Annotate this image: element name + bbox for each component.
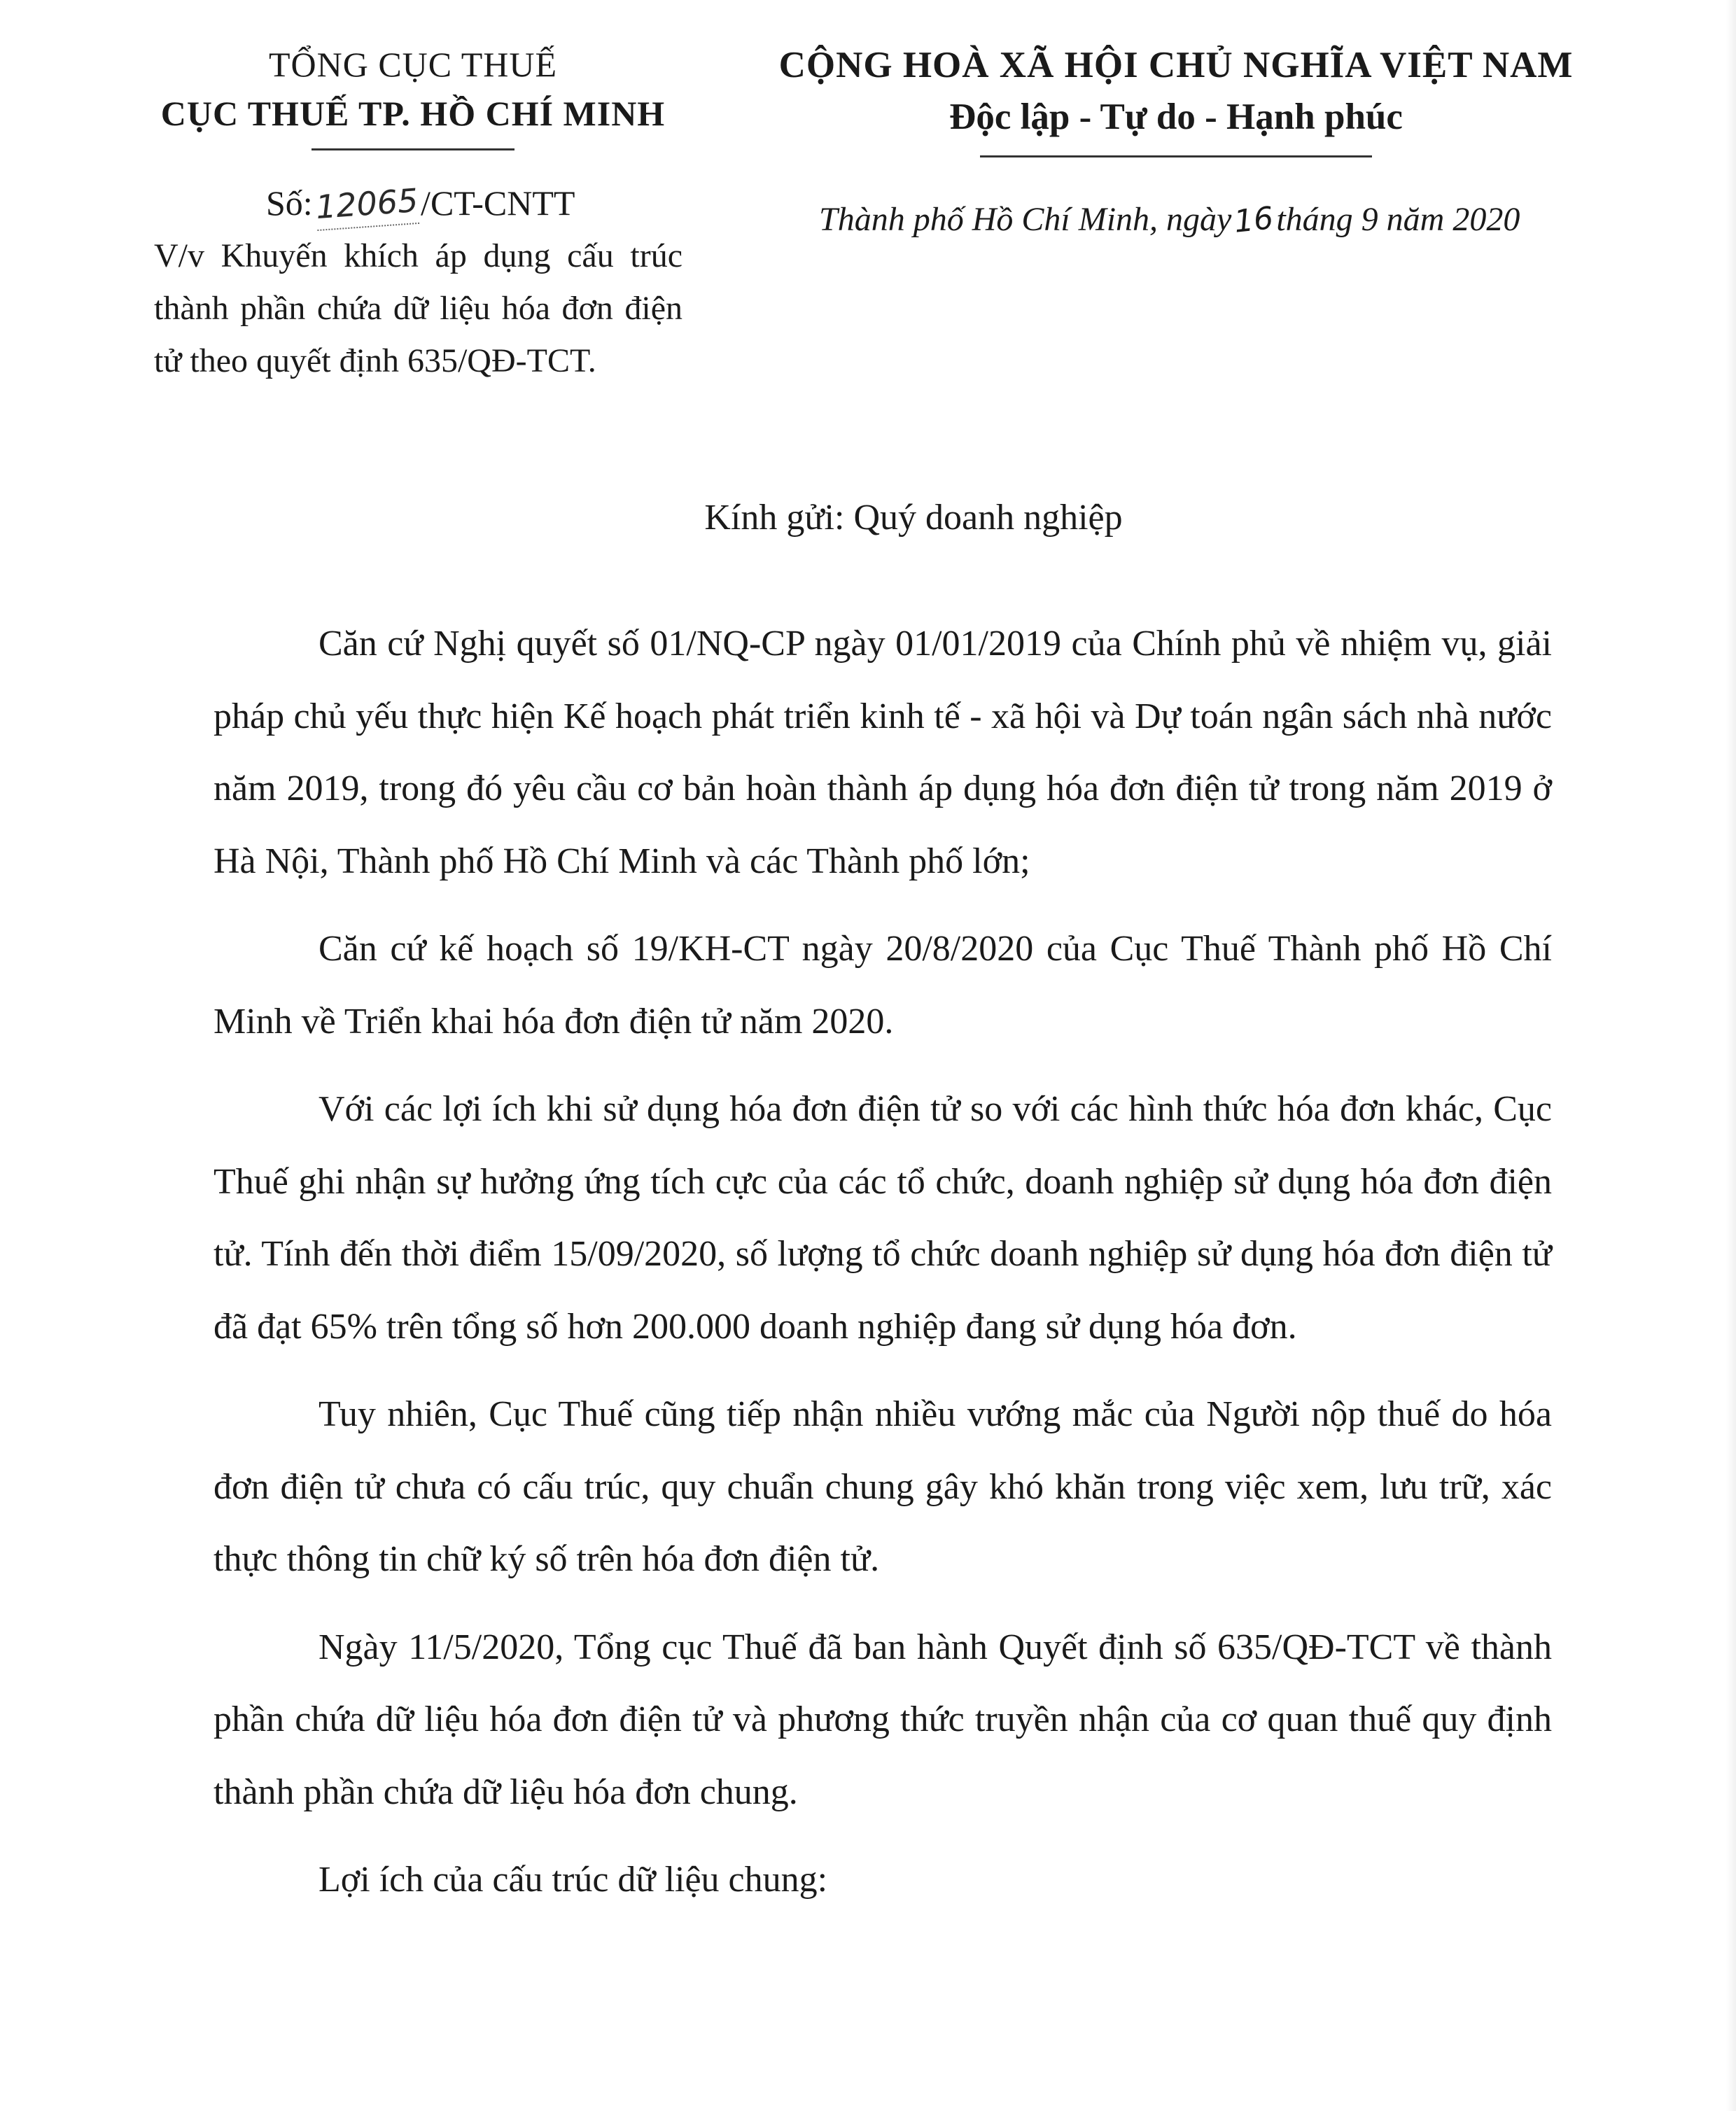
letter-body: [214, 608, 1552, 1932]
national-header-block: [756, 39, 1596, 157]
body-paragraph: Tuy nhiên, Cục Thuế cũng tiếp nhận nhiều vướng mắc của Người nộp thuế do hóa đơn điện tử chưa có cấu trúc, quy chuẩn chung gây khó khăn trong việc xem, lưu trữ, xác thực thông tin chữ ký số trên hóa đơn điện tử.: [214, 1394, 1552, 1579]
body-paragraph: Với các lợi ích khi sử dụng hóa đơn điện tử so với các hình thức hóa đơn khác, Cục Thuế ghi nhận sự hưởng ứng tích cực của các tổ chức, doanh nghiệp sử dụng hóa đơn điện tử. Tính đến thời điểm 15/09/2020, số lượng tổ chức doanh nghiệp sử dụng hóa đơn điện tử đã đạt 65% trên tổng số hơn 200.000 doanh nghiệp đang sử dụng hóa đơn.: [214, 1089, 1552, 1347]
date-day-handwritten: 16: [1232, 200, 1275, 240]
motto-underline: [980, 155, 1372, 157]
place-date-suffix: tháng 9 năm 2020: [1276, 201, 1520, 238]
salutation-text: Kính gửi: Quý doanh nghiệp: [704, 498, 1123, 538]
body-paragraph: Căn cứ Nghị quyết số 01/NQ-CP ngày 01/01/2019 của Chính phủ về nhiệm vụ, giải pháp chủ yếu thực hiện Kế hoạch phát triển kinh tế - xã hội và Dự toán ngân sách nhà nước năm 2019, trong đó yêu cầu cơ bản hoàn thành áp dụng hóa đơn điện tử trong năm 2019 ở Hà Nội, Thành phố Hồ Chí Minh và các Thành phố lớn;: [214, 624, 1552, 881]
body-paragraph: Căn cứ kế hoạch số 19/KH-CT ngày 20/8/2020 của Cục Thuế Thành phố Hồ Chí Minh về Triển khai hóa đơn điện tử năm 2020.: [214, 929, 1552, 1042]
body-paragraph: Lợi ích của cấu trúc dữ liệu chung:: [318, 1860, 828, 1900]
agency-parent: TỔNG CỤC THUẾ: [268, 45, 558, 84]
national-motto: Độc lập - Tự do - Hạnh phúc: [949, 97, 1403, 137]
agency-name: CỤC THUẾ TP. HỒ CHÍ MINH: [160, 94, 666, 133]
scan-edge-shadow: [1726, 0, 1736, 2111]
doc-number-prefix: Số:: [266, 183, 313, 223]
doc-number-handwritten: 12065: [314, 178, 420, 231]
document-subject: V/v Khuyến khích áp dụng cấu trúc thành phần chứa dữ liệu hóa đơn điện tử theo quyết định 635/QĐ-TCT.: [154, 237, 682, 379]
doc-number-suffix: /CT-CNTT: [421, 183, 575, 223]
salutation: [0, 493, 1736, 542]
body-paragraph: Ngày 11/5/2020, Tổng cục Thuế đã ban hành Quyết định số 635/QĐ-TCT về thành phần chứa dữ liệu hóa đơn điện tử và phương thức truyền nhận của cơ quan thuế quy định thành phần chứa dữ liệu hóa đơn chung.: [214, 1627, 1552, 1812]
agency-underline: [312, 148, 514, 150]
place-and-date: [819, 197, 1610, 243]
document-number: [266, 181, 575, 227]
issuing-agency-block: [133, 41, 693, 150]
nation-title: CỘNG HOÀ XÃ HỘI CHỦ NGHĨA VIỆT NAM: [778, 45, 1574, 85]
place-date-prefix: Thành phố Hồ Chí Minh, ngày: [819, 201, 1232, 238]
